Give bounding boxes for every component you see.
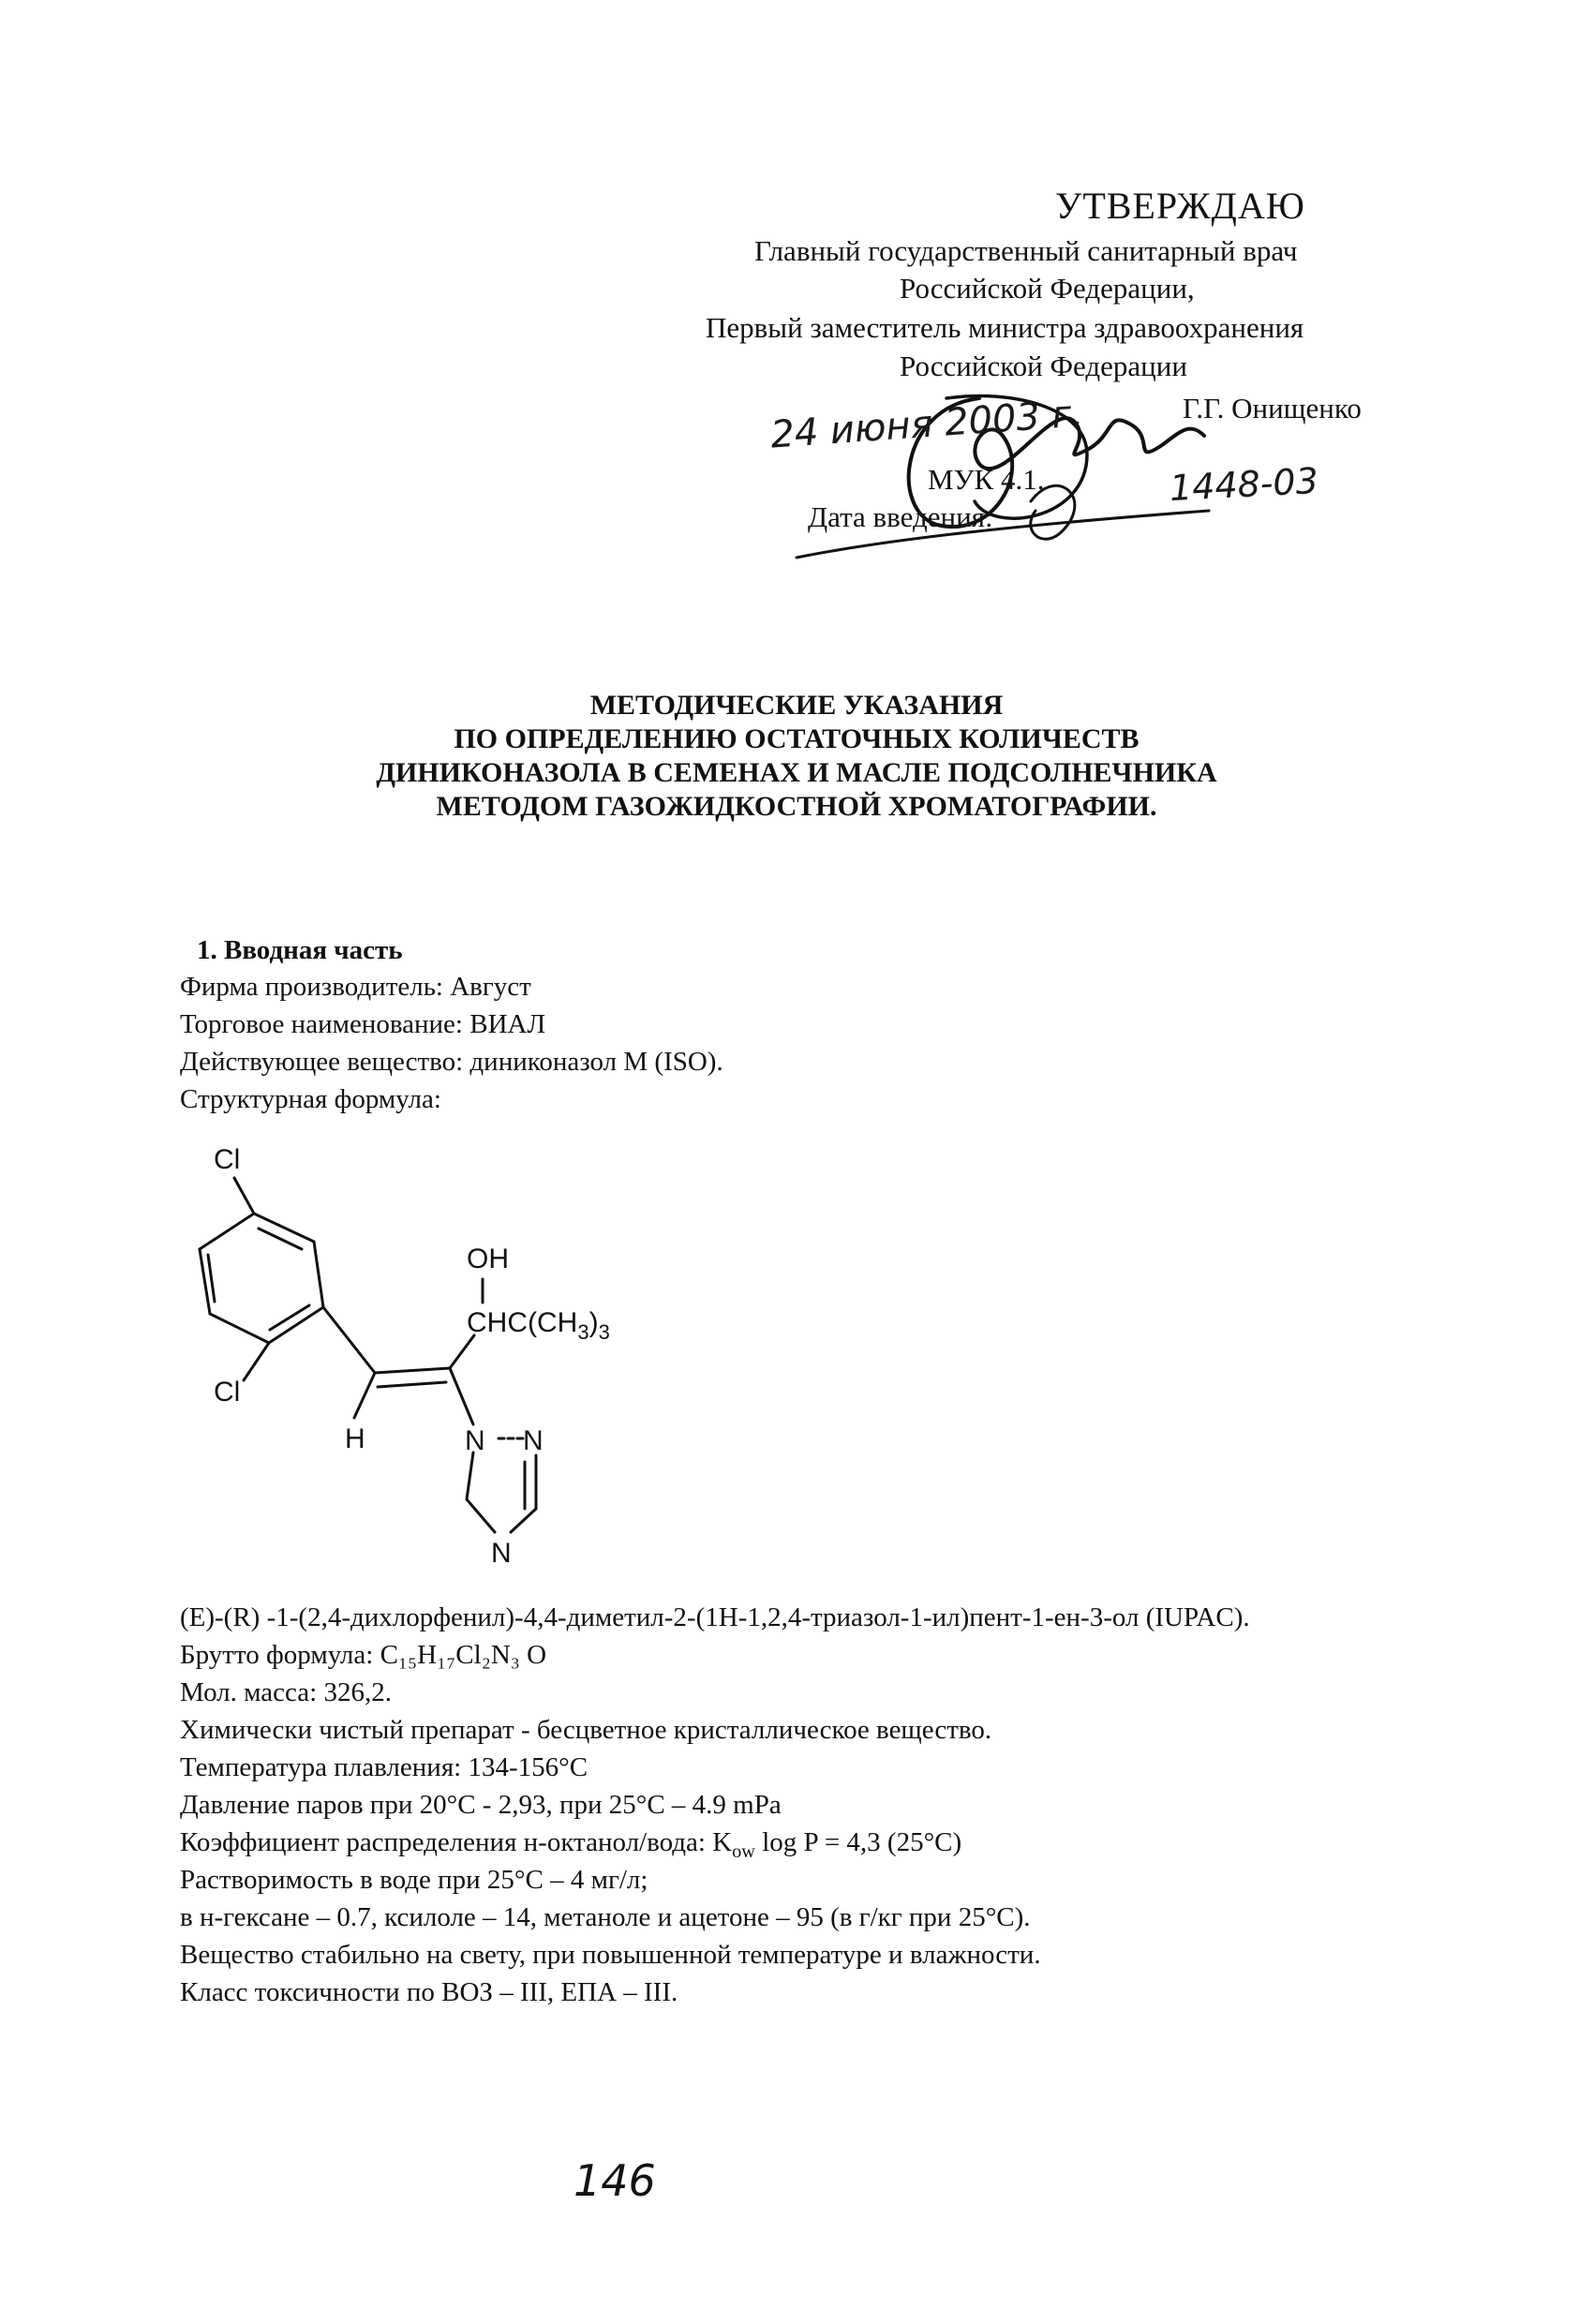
iupac-name: (E)-(R) -1-(2,4-дихлорфенил)-4,4-диметил-2-(1Н-1,2,4-триазол-1-ил)пент-1-ен-3-ол (IUPAC). bbox=[180, 1602, 1250, 1632]
triazole-n1-label: N bbox=[465, 1425, 485, 1456]
approval-line-3: Первый заместитель министра здравоохранения bbox=[706, 311, 1304, 344]
heading-line-4: МЕТОДОМ ГАЗОЖИДКОСТНОЙ ХРОМАТОГРАФИИ. bbox=[436, 791, 1157, 822]
stability-line: Вещество стабильно на свету, при повышенной температуре и влажности. bbox=[180, 1940, 1041, 1970]
document-heading bbox=[234, 689, 1359, 824]
approval-line-2: Российской Федерации, bbox=[900, 272, 1195, 305]
description-line: Химически чистый препарат - бесцветное кристаллическое вещество. bbox=[180, 1715, 992, 1745]
date-label: Дата введения: bbox=[808, 500, 993, 533]
approval-title: УТВЕРЖДАЮ bbox=[1055, 185, 1305, 227]
triazole-n2-label: N bbox=[523, 1425, 544, 1456]
heading-line-1: МЕТОДИЧЕСКИЕ УКАЗАНИЯ bbox=[589, 690, 1004, 721]
active-substance-line: Действующее вещество: диниконазол М (ISO). bbox=[180, 1047, 723, 1077]
triazole-n3-label: N bbox=[491, 1538, 512, 1569]
approval-line-1: Главный государственный санитарный врач bbox=[754, 234, 1298, 267]
handwritten-number: 1448-03 bbox=[1168, 459, 1319, 510]
signatory-name: Г.Г. Онищенко bbox=[1183, 392, 1362, 425]
cl-bottom-label: Cl bbox=[214, 1377, 241, 1408]
trade-name-line: Торговое наименование: ВИАЛ bbox=[180, 1009, 546, 1039]
approval-line-4: Российской Федерации bbox=[900, 350, 1187, 382]
toxicity-line: Класс токсичности по ВОЗ – III, ЕПА – III. bbox=[180, 1977, 678, 2007]
chc-label: $CHC(CH_3)_3$ bbox=[467, 1307, 610, 1344]
water-solubility-line: Растворимость в воде при 25°С – 4 мг/л; bbox=[180, 1865, 648, 1895]
solvent-solubility-line: в н-гексане – 0.7, ксилоле – 14, метаноле и ацетоне – 95 (в г/кг при 25°С). bbox=[180, 1902, 1031, 1932]
molar-mass-line: Мол. масса: 326,2. bbox=[180, 1677, 392, 1707]
cl-top-label: Cl bbox=[214, 1144, 241, 1175]
gross-formula-line: Брутто формула: C₁₅H₁₇Cl₂N₃ O bbox=[180, 1640, 547, 1670]
h-label: H bbox=[345, 1423, 365, 1454]
doc-number-label: МУК 4.1. bbox=[928, 463, 1045, 496]
vapor-pressure-line: Давление паров при 20°С - 2,93, при 25°С – 4.9 mPa bbox=[180, 1790, 782, 1820]
manufacturer-line: Фирма производитель: Август bbox=[180, 972, 531, 1002]
melting-point-line: Температура плавления: 134-156°С bbox=[180, 1752, 588, 1782]
heading-line-2: ПО ОПРЕДЕЛЕНИЮ ОСТАТОЧНЫХ КОЛИЧЕСТВ bbox=[454, 723, 1140, 754]
structural-formula bbox=[169, 1139, 610, 1588]
page-number: 146 bbox=[574, 2155, 656, 2206]
gross-formula: C₁₅H₁₇Cl₂N₃ O bbox=[380, 1640, 547, 1670]
oh-label: OH bbox=[467, 1244, 509, 1274]
heading-line-3: ДИНИКОНАЗОЛА В СЕМЕНАХ И МАСЛЕ ПОДСОЛНЕЧНИКА bbox=[376, 757, 1217, 788]
structure-label: Структурная формула: bbox=[180, 1084, 441, 1114]
handwritten-date: 24 июня 2003 г. bbox=[768, 392, 1085, 457]
partition-coefficient-line: Коэффициент распределения н-октанол/вода: $K_{ow}$ log P = 4,3 (25°С) bbox=[180, 1827, 962, 1862]
section-title: 1. Вводная часть bbox=[197, 935, 403, 965]
